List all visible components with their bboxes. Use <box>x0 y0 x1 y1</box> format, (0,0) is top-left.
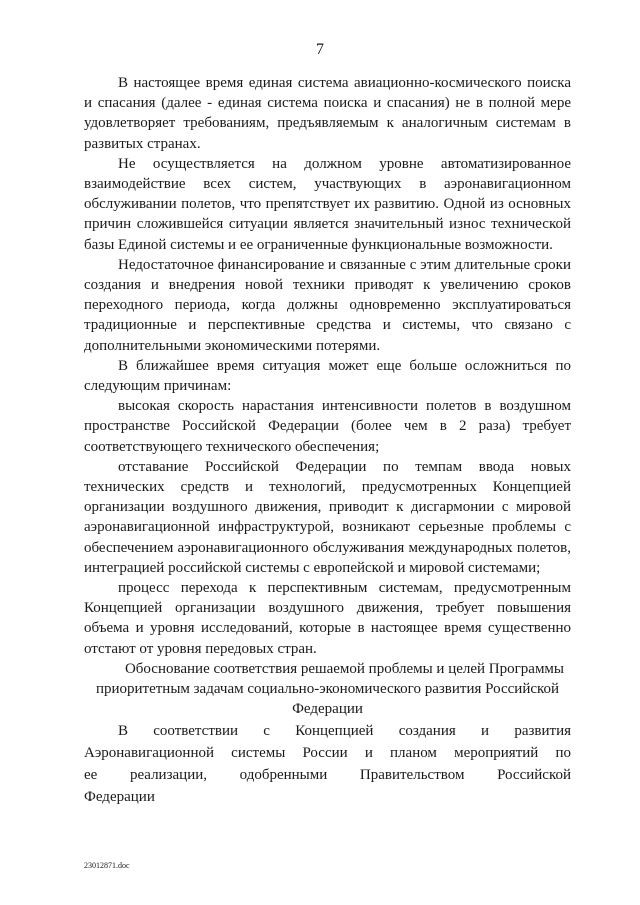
paragraph-reasons-intro: В ближайшее время ситуация может еще больше осложниться по следующим причинам: <box>84 357 571 395</box>
paragraph-reason-traffic: высокая скорость нарастания интенсивности полетов в воздушном пространстве Российской Федерации (более чем в 2 раза) требует соответствующего технического обеспечения; <box>84 398 571 455</box>
paragraph-reason-transition: процесс перехода к перспективным системам, предусмотренным Концепцией организации воздушного движения, требует повышения объема и уровня исследований, которые в настоящее время существенно отстают от уровня передовых стран. <box>84 580 571 657</box>
page-number: 7 <box>316 41 324 58</box>
paragraph-reason-lag: отставание Российской Федерации по темпам ввода новых технических средств и технологий, предусмотренных Концепцией организации воздушного движения, приводит к дисгармонии с мировой аэронавигационной инфраструктурой, возникают серьезные проблемы с обеспечением аэронавигационного обслуживания международных полетов, интеграцией российской системы с европейской и мировой системами; <box>84 458 571 576</box>
footer-filename: 23012871.doc <box>84 861 130 870</box>
paragraph-concept: В соответствии с Концепцией создания и развития Аэронавигационной системы России и планом мероприятий по ее реализации, одобренными Правительством Российской Федерации <box>84 722 571 805</box>
paragraph-financing: Недостаточное финансирование и связанные с этим длительные сроки создания и внедрения новой техники приводят к увеличению сроков переходного периода, когда должны одновременно эксплуатироваться традиционные и перспективные средства и системы, что связано с дополнительными экономическими потерями. <box>84 256 571 354</box>
document-body <box>84 73 571 808</box>
section-heading: Обоснование соответствия решаемой проблемы и целей Программы приоритетным задачам социально-экономического развития Российской Федерации <box>95 660 565 718</box>
paragraph-search-rescue: В настоящее время единая система авиационно-космического поиска и спасания (далее - единая система поиска и спасания) не в полной мере удовлетворяет требованиям, предъявляемым к аналогичным системам в развитых странах. <box>84 75 571 152</box>
paragraph-interaction: Не осуществляется на должном уровне автоматизированное взаимодействие всех систем, участвующих в аэронавигационном обслуживании полетов, что препятствует их развитию. Одной из основных причин сложившейся ситуации является значительный износ технической базы Единой системы и ее ограниченные функциональные возможности. <box>84 155 571 253</box>
